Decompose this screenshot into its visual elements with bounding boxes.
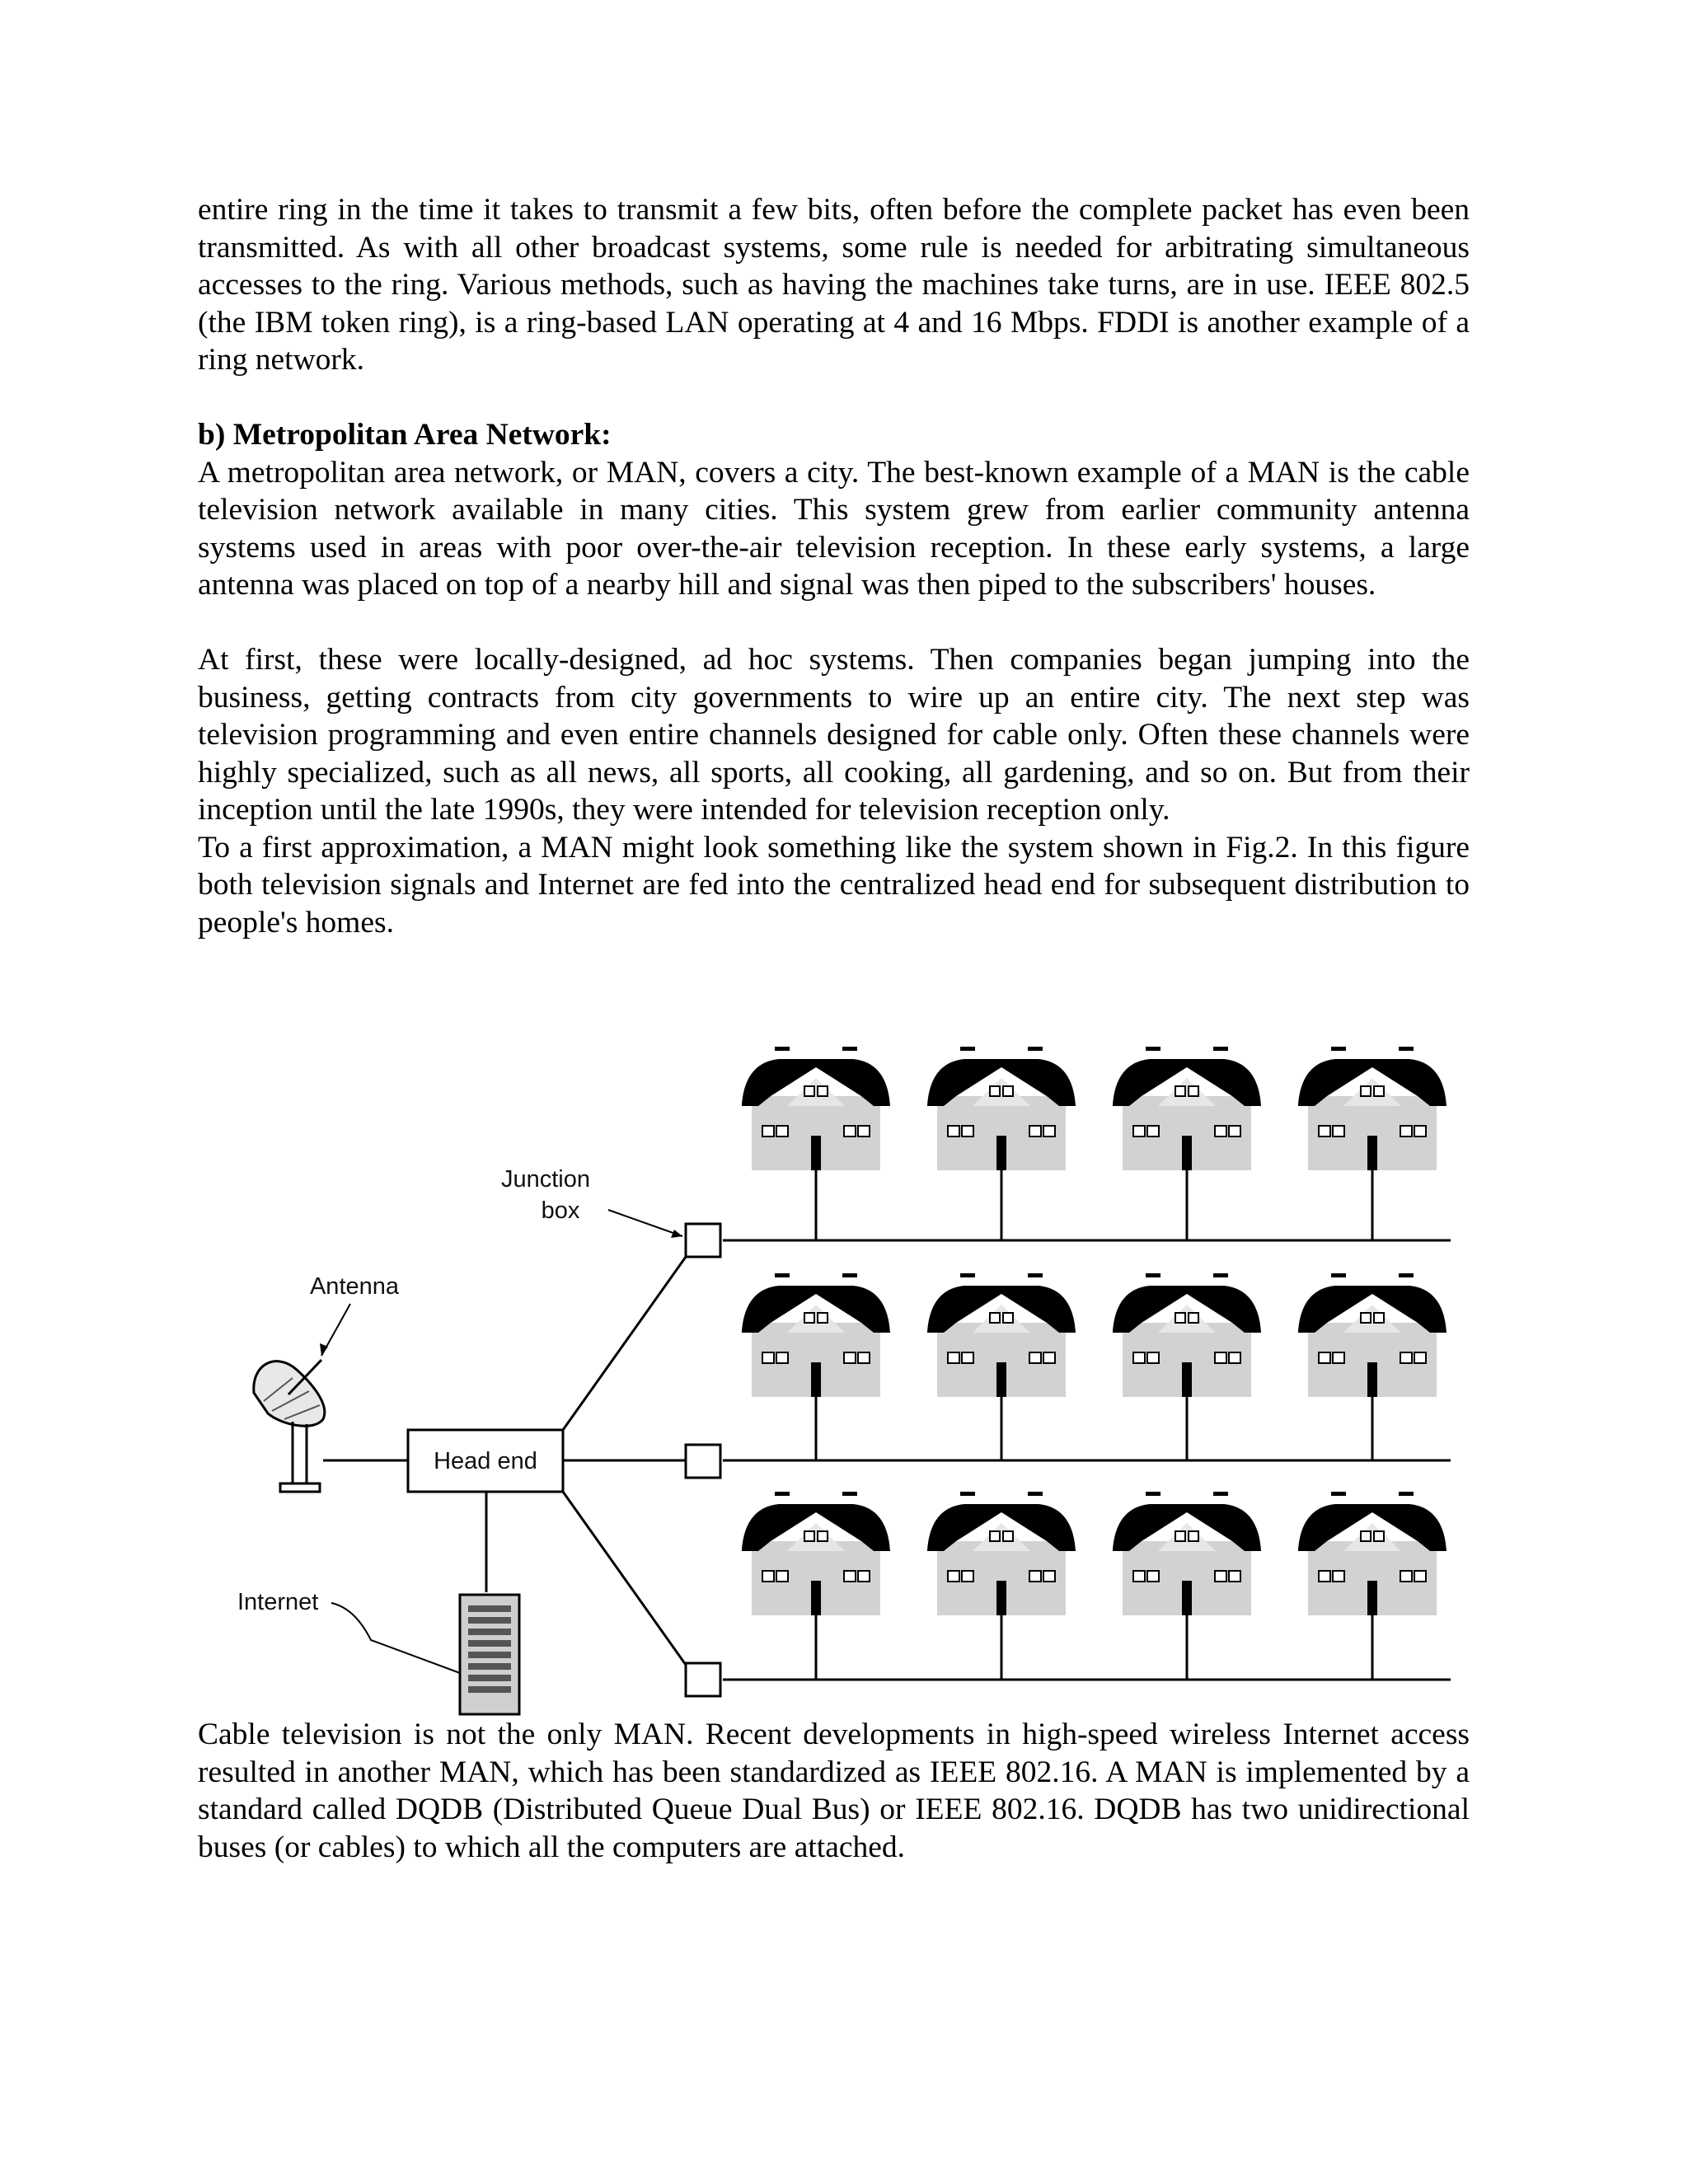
- paragraph-ring-network: entire ring in the time it takes to transmit a few bits, often before the complete packet has even been transmitted. As with all other broadcast systems, some rule is needed for arbitrating simultaneous accesses to the ring. Various methods, such as having the machines take turns, are in use. IEEE 802.5 (the IBM token ring), is a ring-based LAN operating at 4 and 16 Mbps. FDDI is another example of a ring network.: [198, 193, 1470, 377]
- document-body-continued: [198, 1716, 1470, 1866]
- junction-box-label-line1: Junction: [500, 1166, 591, 1193]
- paragraph-man-intro: A metropolitan area network, or MAN, covers a city. The best-known example of a MAN is the cable television network available in many cities. This system grew from earlier community antenna systems used in areas with poor over-the-air television reception. In these early systems, a large antenna was placed on top of a nearby hill and signal was then piped to the subscribers' houses.: [198, 455, 1470, 602]
- man-cable-network-figure: [237, 1038, 1451, 1714]
- head-end-label: Head end: [434, 1448, 537, 1474]
- internet-label: Internet: [237, 1589, 319, 1615]
- junction-box-label-line2: box: [541, 1197, 580, 1224]
- paragraph-man-history: At first, these were locally-designed, ad hoc systems. Then companies began jumping into the business, getting contracts from city governments to wire up an entire city. The next step was television programming and even entire channels designed for cable only. Often these channels were highly specialized, such as all news, all sports, all cooking, all gardening, and so on. But from their inception until the late 1990s, they were intended for television reception only.: [198, 643, 1470, 827]
- antenna-dish-icon: [254, 1360, 325, 1492]
- junction-box-2: [686, 1445, 720, 1478]
- paragraph-man-figure-intro: To a first approximation, a MAN might look something like the system shown in Fig.2. In this figure both television signals and Internet are fed into the centralized head end for subsequent distribution to people's homes.: [198, 830, 1470, 940]
- document-body: [198, 191, 1470, 941]
- house-row-3: [723, 1492, 1451, 1680]
- section-heading-man: b) Metropolitan Area Network:: [198, 418, 612, 452]
- junction-box-3: [686, 1663, 720, 1696]
- paragraph-other-man: Cable television is not the only MAN. Recent developments in high-speed wireless Internet access resulted in another MAN, which has been standardized as IEEE 802.16. A MAN is implemented by a standard called DQDB (Distributed Queue Dual Bus) or IEEE 802.16. DQDB has two unidirectional buses (or cables) to which all the computers are attached.: [198, 1718, 1470, 1864]
- internet-server-icon: [460, 1595, 519, 1714]
- antenna-label: Antenna: [309, 1273, 400, 1300]
- house-row-2: [723, 1273, 1451, 1460]
- junction-box-1: [686, 1224, 720, 1257]
- house-row-1: [723, 1047, 1451, 1240]
